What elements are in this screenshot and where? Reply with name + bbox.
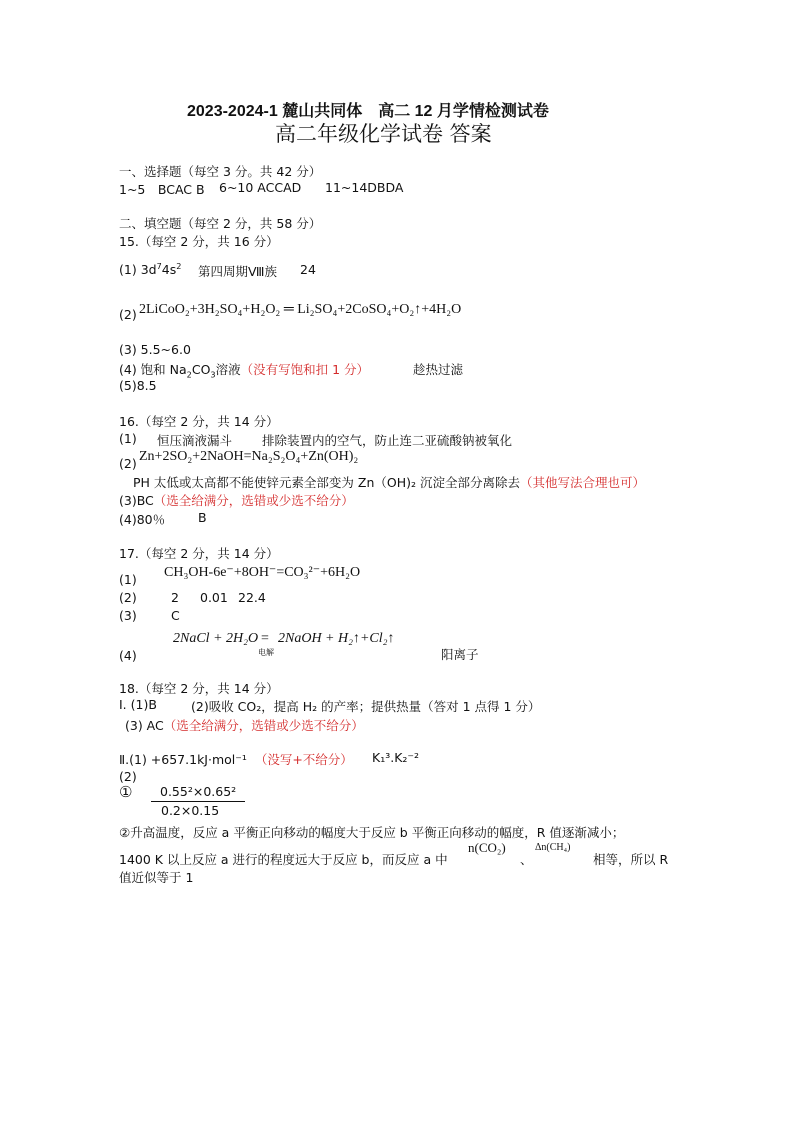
q15-2-equation: 2LiCoO₂+3H₂SO₄+H₂O₂ ═ Li₂SO₄+2CoSO₄+O₂↑+4H₂O	[139, 302, 462, 317]
q17-1-label: (1)	[119, 572, 137, 587]
q17-2-value-a: 2	[171, 590, 179, 605]
q16-3-answer: (3)BC（选全给满分，选错或少选不给分）	[119, 493, 354, 508]
q17-4-label: (4)	[119, 648, 137, 663]
q18-II-1-answer: Ⅱ.(1) +657.1kJ·mol⁻¹ （没写+不给分）	[119, 752, 353, 767]
q18-explanation-line-1: ②升高温度，反应 a 平衡正向移动的幅度大于反应 b 平衡正向移动的幅度，R 值逐渐减小；	[119, 825, 625, 840]
q18-I-1-answer: Ⅰ. (1)B	[119, 697, 157, 712]
q15-4-answer: (4) 饱和 $Na_2CO_3$溶液（没有写饱和扣 1 分）	[119, 362, 370, 380]
q16-2-label: (2)	[119, 456, 137, 471]
q15-3-answer: (3) 5.5~6.0	[119, 342, 191, 357]
q16-4-choice: B	[198, 510, 207, 525]
q18-explanation-line-2b: 相等，所以 R	[593, 852, 669, 867]
q18-I-3-answer: (3) AC（选全给满分，选错或少选不给分）	[125, 718, 364, 733]
q17-2-value-c: 22.4	[238, 590, 266, 605]
q16-1-purpose: 排除装置内的空气，防止连二亚硫酸钠被氧化	[262, 433, 513, 448]
answer-subtitle: 高二年级化学试卷 答案	[275, 122, 492, 146]
q17-1-equation: CH₃OH-6e⁻+8OH⁻=CO₃²⁻+6H₂O	[164, 565, 361, 580]
q18-fraction-numerator: 0.55²×0.65²	[160, 784, 237, 799]
q16-1-label: (1)	[119, 431, 137, 446]
q18-delta-n-ch4-term: Δn(CH₄)	[535, 842, 571, 853]
q18-II-2-label: (2)	[119, 769, 137, 784]
q17-4-equation-right: 2NaOH + H₂↑+Cl₂↑	[278, 631, 395, 646]
q17-3-label: (3)	[119, 608, 137, 623]
choice-answers-1-5: 1~5 BCAC B	[119, 182, 205, 197]
q15-1-configuration: (1) $3d^74s^2$	[119, 260, 182, 277]
q18-explanation-line-3: 值近似等于 1	[119, 870, 194, 885]
q16-2-equation: Zn+2SO₂+2NaOH=Na₂S₂O₄+Zn(OH)₂	[139, 449, 359, 464]
q18-II-1-k-expression: K₁³.K₂⁻²	[372, 750, 420, 765]
q17-4-electrolysis-condition: 电解	[258, 648, 274, 657]
q17-3-answer: C	[171, 608, 180, 623]
section-fill-heading: 二、填空题（每空 2 分，共 58 分）	[119, 216, 322, 231]
q15-5-answer: (5)8.5	[119, 378, 157, 393]
q17-4-equals: =	[261, 631, 269, 646]
q16-2-explanation: PH 太低或太高都不能使锌元素全部变为 Zn（OH)₂ 沉淀全部分离除去（其他写法合理也可）	[133, 475, 645, 490]
q18-explanation-line-2a: 1400 K 以上反应 a 进行的程度远大于反应 b，而反应 a 中	[119, 852, 448, 867]
q16-1-apparatus: 恒压滴液漏斗	[157, 433, 233, 448]
q15-1-period-group: 第四周期Ⅷ族	[198, 264, 277, 279]
exam-title: 2023-2024-1 麓山共同体 高二 12 月学情检测试卷	[187, 103, 549, 120]
q18-n-co2-term: n(CO₂)	[468, 840, 506, 855]
q15-2-label: (2)	[119, 307, 137, 322]
q15-1-value: 24	[300, 262, 316, 277]
q18-I-2-answer: (2)吸收 CO₂，提高 H₂ 的产率；提供热量（答对 1 点得 1 分）	[191, 699, 541, 714]
q18-term-separator: 、	[520, 852, 533, 867]
q18-fraction-denominator: 0.2×0.15	[161, 803, 220, 818]
choice-answers-11-14: 11~14DBDA	[325, 180, 404, 195]
q18-heading: 18.（每空 2 分，共 14 分）	[119, 681, 279, 696]
q17-4-answer: 阳离子	[441, 647, 479, 662]
q16-heading: 16.（每空 2 分，共 14 分）	[119, 414, 279, 429]
q18-fraction-bar	[151, 801, 245, 802]
q15-heading: 15.（每空 2 分，共 16 分）	[119, 234, 279, 249]
q17-heading: 17.（每空 2 分，共 14 分）	[119, 546, 279, 561]
q17-4-equation-left: 2NaCl + 2H₂O	[173, 631, 259, 646]
q17-2-label: (2)	[119, 590, 137, 605]
q15-4-extra: 趁热过滤	[413, 362, 464, 377]
q17-2-value-b: 0.01	[200, 590, 228, 605]
q16-4-yield: (4)80％	[119, 512, 166, 527]
choice-answers-6-10: 6~10 ACCAD	[219, 180, 302, 195]
section-choice-heading: 一、选择题（每空 3 分。共 42 分）	[119, 164, 322, 179]
q18-circled-one-marker: ①	[119, 783, 133, 801]
